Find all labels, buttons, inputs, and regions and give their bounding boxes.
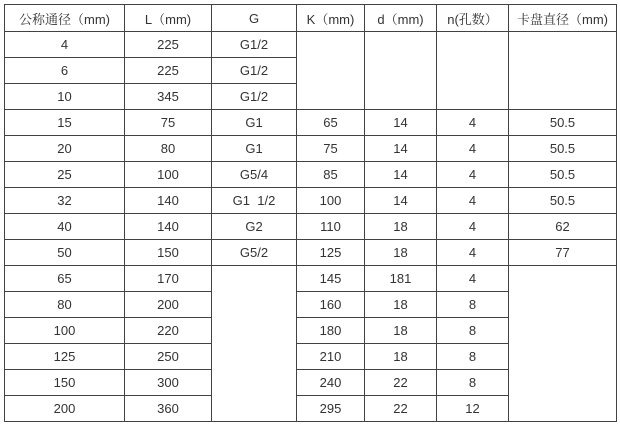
cell-dn: 65: [5, 266, 125, 292]
cell-g: G5/2: [212, 240, 297, 266]
cell-k: 75: [297, 136, 365, 162]
table-row: [5, 240, 617, 266]
cell-dn: 32: [5, 188, 125, 214]
cell-d: 18: [365, 214, 437, 240]
cell-l: 150: [125, 240, 212, 266]
cell-n: 12: [437, 396, 509, 422]
cell-n: 4: [437, 136, 509, 162]
cell-l: 75: [125, 110, 212, 136]
cell-d: 14: [365, 188, 437, 214]
cell-l: 300: [125, 370, 212, 396]
cell-n: 8: [437, 292, 509, 318]
cell-dn: 40: [5, 214, 125, 240]
cell-k: 180: [297, 318, 365, 344]
cell-dn: 6: [5, 58, 125, 84]
table-row: [5, 188, 617, 214]
cell-d: 14: [365, 136, 437, 162]
cell-g: G1/2: [212, 84, 297, 110]
cell-chuck: 50.5: [509, 136, 617, 162]
cell-n: 4: [437, 214, 509, 240]
cell-d: 22: [365, 370, 437, 396]
cell-dn: 200: [5, 396, 125, 422]
cell-k: 65: [297, 110, 365, 136]
merged-empty-cell-k: [297, 32, 365, 110]
cell-n: 8: [437, 370, 509, 396]
cell-n: 8: [437, 344, 509, 370]
table-row: [5, 136, 617, 162]
header-n: n(孔数）: [437, 5, 509, 32]
cell-l: 220: [125, 318, 212, 344]
cell-k: 125: [297, 240, 365, 266]
table-row: [5, 32, 617, 58]
cell-l: 200: [125, 292, 212, 318]
header-d: d（mm): [365, 5, 437, 32]
cell-chuck: 62: [509, 214, 617, 240]
cell-n: 4: [437, 240, 509, 266]
cell-n: 8: [437, 318, 509, 344]
merged-empty-cell-chuck: [509, 32, 617, 110]
table-row: [5, 214, 617, 240]
spec-table: [4, 4, 617, 422]
cell-l: 140: [125, 188, 212, 214]
table-row: [5, 162, 617, 188]
cell-d: 22: [365, 396, 437, 422]
cell-n: 4: [437, 110, 509, 136]
cell-n: 4: [437, 188, 509, 214]
cell-l: 170: [125, 266, 212, 292]
cell-k: 210: [297, 344, 365, 370]
cell-g: G1/2: [212, 32, 297, 58]
header-chuck: 卡盘直径（mm): [509, 5, 617, 32]
table-row: [5, 110, 617, 136]
header-l: L（mm): [125, 5, 212, 32]
header-dn: 公称通径（mm): [5, 5, 125, 32]
cell-dn: 125: [5, 344, 125, 370]
cell-k: 110: [297, 214, 365, 240]
cell-l: 140: [125, 214, 212, 240]
cell-g: G5/4: [212, 162, 297, 188]
cell-n: 4: [437, 266, 509, 292]
merged-empty-cell-chuck: [509, 266, 617, 422]
cell-d: 14: [365, 110, 437, 136]
cell-chuck: 77: [509, 240, 617, 266]
cell-chuck: 50.5: [509, 188, 617, 214]
cell-n: 4: [437, 162, 509, 188]
cell-l: 250: [125, 344, 212, 370]
cell-g: G2: [212, 214, 297, 240]
cell-k: 160: [297, 292, 365, 318]
cell-dn: 80: [5, 292, 125, 318]
cell-dn: 50: [5, 240, 125, 266]
cell-g: G1/2: [212, 58, 297, 84]
cell-dn: 15: [5, 110, 125, 136]
cell-dn: 25: [5, 162, 125, 188]
cell-l: 100: [125, 162, 212, 188]
merged-empty-cell-d: [365, 32, 437, 110]
merged-empty-cell-n: [437, 32, 509, 110]
merged-empty-cell-g: [212, 266, 297, 422]
header-row: [5, 5, 617, 32]
header-g: G: [212, 5, 297, 32]
cell-k: 295: [297, 396, 365, 422]
cell-d: 181: [365, 266, 437, 292]
cell-l: 345: [125, 84, 212, 110]
cell-k: 145: [297, 266, 365, 292]
cell-k: 240: [297, 370, 365, 396]
table-row: [5, 266, 617, 292]
cell-g: G1: [212, 136, 297, 162]
cell-l: 80: [125, 136, 212, 162]
cell-l: 225: [125, 58, 212, 84]
cell-dn: 20: [5, 136, 125, 162]
cell-k: 85: [297, 162, 365, 188]
cell-g: G1: [212, 110, 297, 136]
cell-k: 100: [297, 188, 365, 214]
cell-d: 18: [365, 292, 437, 318]
cell-dn: 100: [5, 318, 125, 344]
header-k: K（mm): [297, 5, 365, 32]
cell-d: 18: [365, 344, 437, 370]
cell-dn: 150: [5, 370, 125, 396]
cell-dn: 10: [5, 84, 125, 110]
cell-chuck: 50.5: [509, 162, 617, 188]
cell-l: 225: [125, 32, 212, 58]
cell-dn: 4: [5, 32, 125, 58]
cell-l: 360: [125, 396, 212, 422]
cell-chuck: 50.5: [509, 110, 617, 136]
cell-d: 18: [365, 318, 437, 344]
cell-d: 14: [365, 162, 437, 188]
cell-g: G1 1/2: [212, 188, 297, 214]
cell-d: 18: [365, 240, 437, 266]
